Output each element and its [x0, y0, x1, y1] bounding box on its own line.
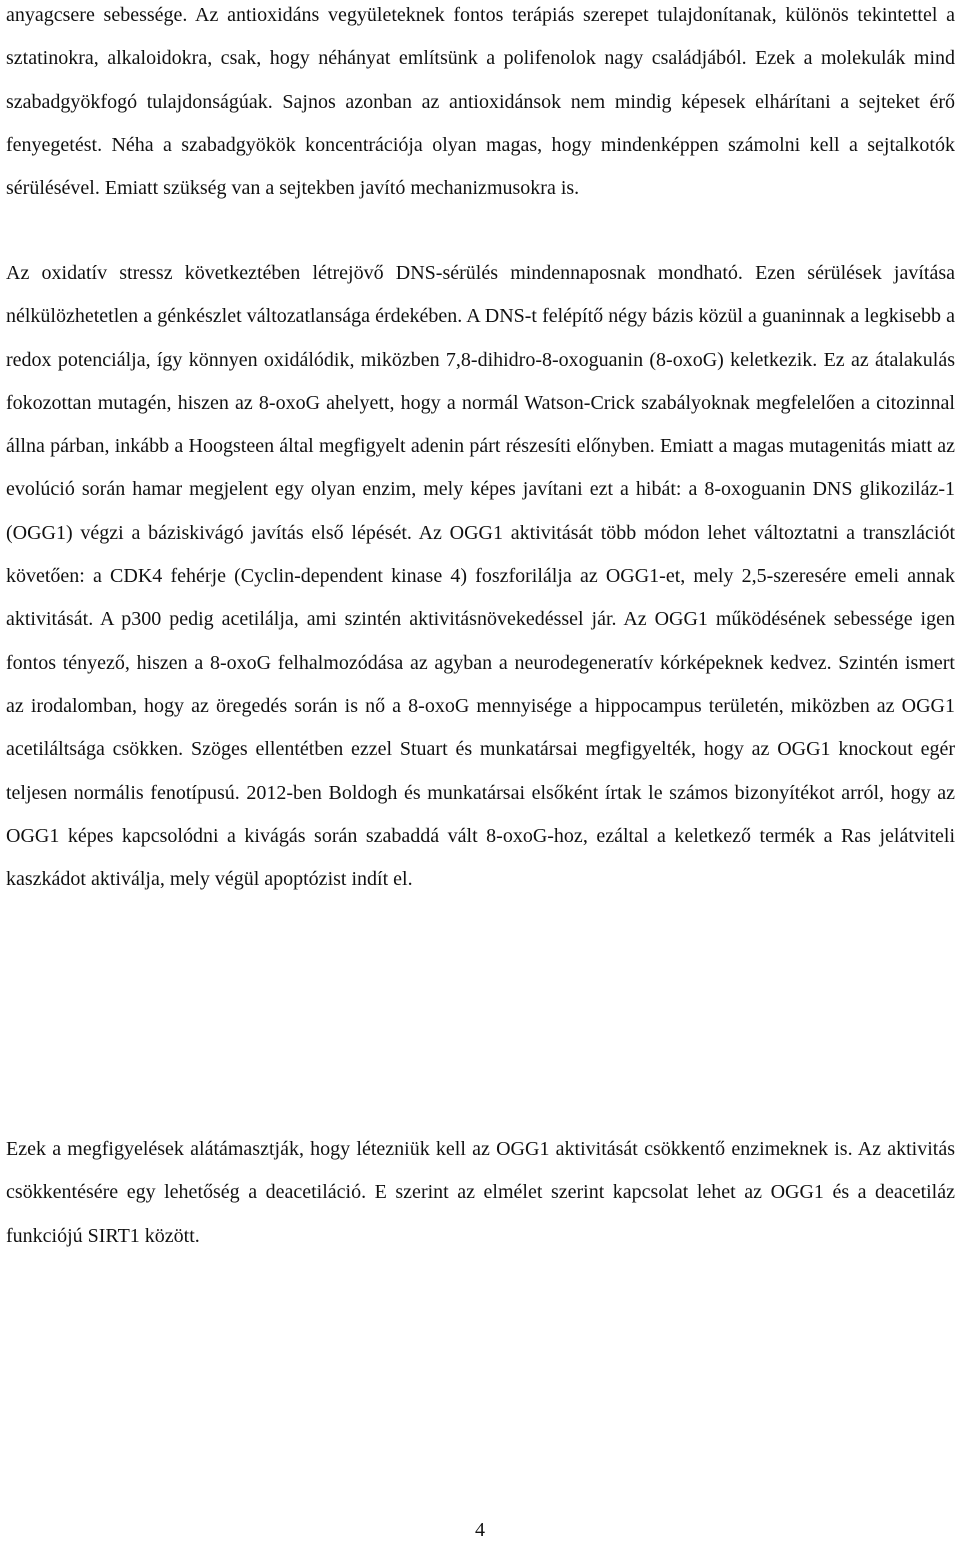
paragraph-text: anyagcsere sebessége. Az antioxidáns vegyületeknek fontos terápiás szerepet tulajdonítanak, különös tekintettel a sztatinokra, alkaloidokra, csak, hogy néhányat említsünk a polifenolok nagy családjából. Ezek a molekulák mind szabadgyökfogó tulajdonságúak. Sajnos azonban az antioxidánsok nem mindig képesek elhárítani a sejteket érő fenyegetést. Néha a szabadgyökök koncentrációja olyan magas, hogy mindenképpen számolni kell a sejtalkotók sérülésével. Emiatt szükség van a sejtekben javító mechanizmusokra is. [6, 4, 955, 200]
page-number: 4 [475, 1519, 485, 1541]
paragraph-text: Ezek a megfigyelések alátámasztják, hogy létezniük kell az OGG1 aktivitását csökkentő enzimeknek is. Az aktivitás csökkentésére egy lehetőség a deacetiláció. E szerint az elmélet szerint kapcsolat lehet az OGG1 és a deacetiláz funkciójú SIRT1 között. [6, 1138, 955, 1247]
paragraph-dna-damage [6, 252, 955, 901]
paragraph-antioxidants [6, 0, 955, 210]
paragraph-text: Az oxidatív stressz következtében létrejövő DNS-sérülés mindennaposnak mondható. Ezen sérülések javítása nélkülözhetetlen a génkészlet változatlansága érdekében. A DNS-t felépítő négy bázis közül a guaninnak a legkisebb a redox potenciálja, így könnyen oxidálódik, miközben 7,8-dihidro-8-oxoguanin (8-oxoG) keletkezik. Ez az átalakulás fokozottan mutagén, hiszen az 8-oxoG ahelyett, hogy a normál Watson-Crick szabályoknak megfelelően a citozinnal állna párban, inkább a Hoogsteen által megfigyelt adenin párt részesíti előnyben. Emiatt a magas mutagenitás miatt az evolúció során hamar megjelent egy olyan enzim, mely képes javítani ezt a hibát: a 8-oxoguanin DNS glikoziláz-1 (OGG1) végzi a báziskivágó javítás első lépését. Az OGG1 aktivitását több módon lehet változtatni a transzlációt követően: a CDK4 fehérje (Cyclin-dependent kinase 4) foszforilálja az OGG1-et, mely 2,5-szeresére emeli annak aktivitását. A p300 pedig acetilálja, ami szintén aktivitásnövekedéssel jár. Az OGG1 működésének sebessége igen fontos tényező, hiszen a 8-oxoG felhalmozódása az agyban a neurodegeneratív kórképeknek kedvez. Szintén ismert az irodalomban, hogy az öregedés során is nő a 8-oxoG mennyisége a hippocampus területén, miközben az OGG1 acetiláltsága csökken. Szöges ellentétben ezzel Stuart és munkatársai megfigyelték, hogy az OGG1 knockout egér teljesen normális fenotípusú. 2012-ben Boldogh és munkatársai elsőként írtak le számos bizonyítékot arról, hogy az OGG1 képes kapcsolódni a kivágás során szabaddá vált 8-oxoG-hoz, ezáltal a keletkező termék a Ras jelátviteli kaszkádot aktiválja, mely végül apoptózist indít el. [6, 262, 955, 891]
paragraph-ogg1-deacetylation [6, 1128, 955, 1258]
